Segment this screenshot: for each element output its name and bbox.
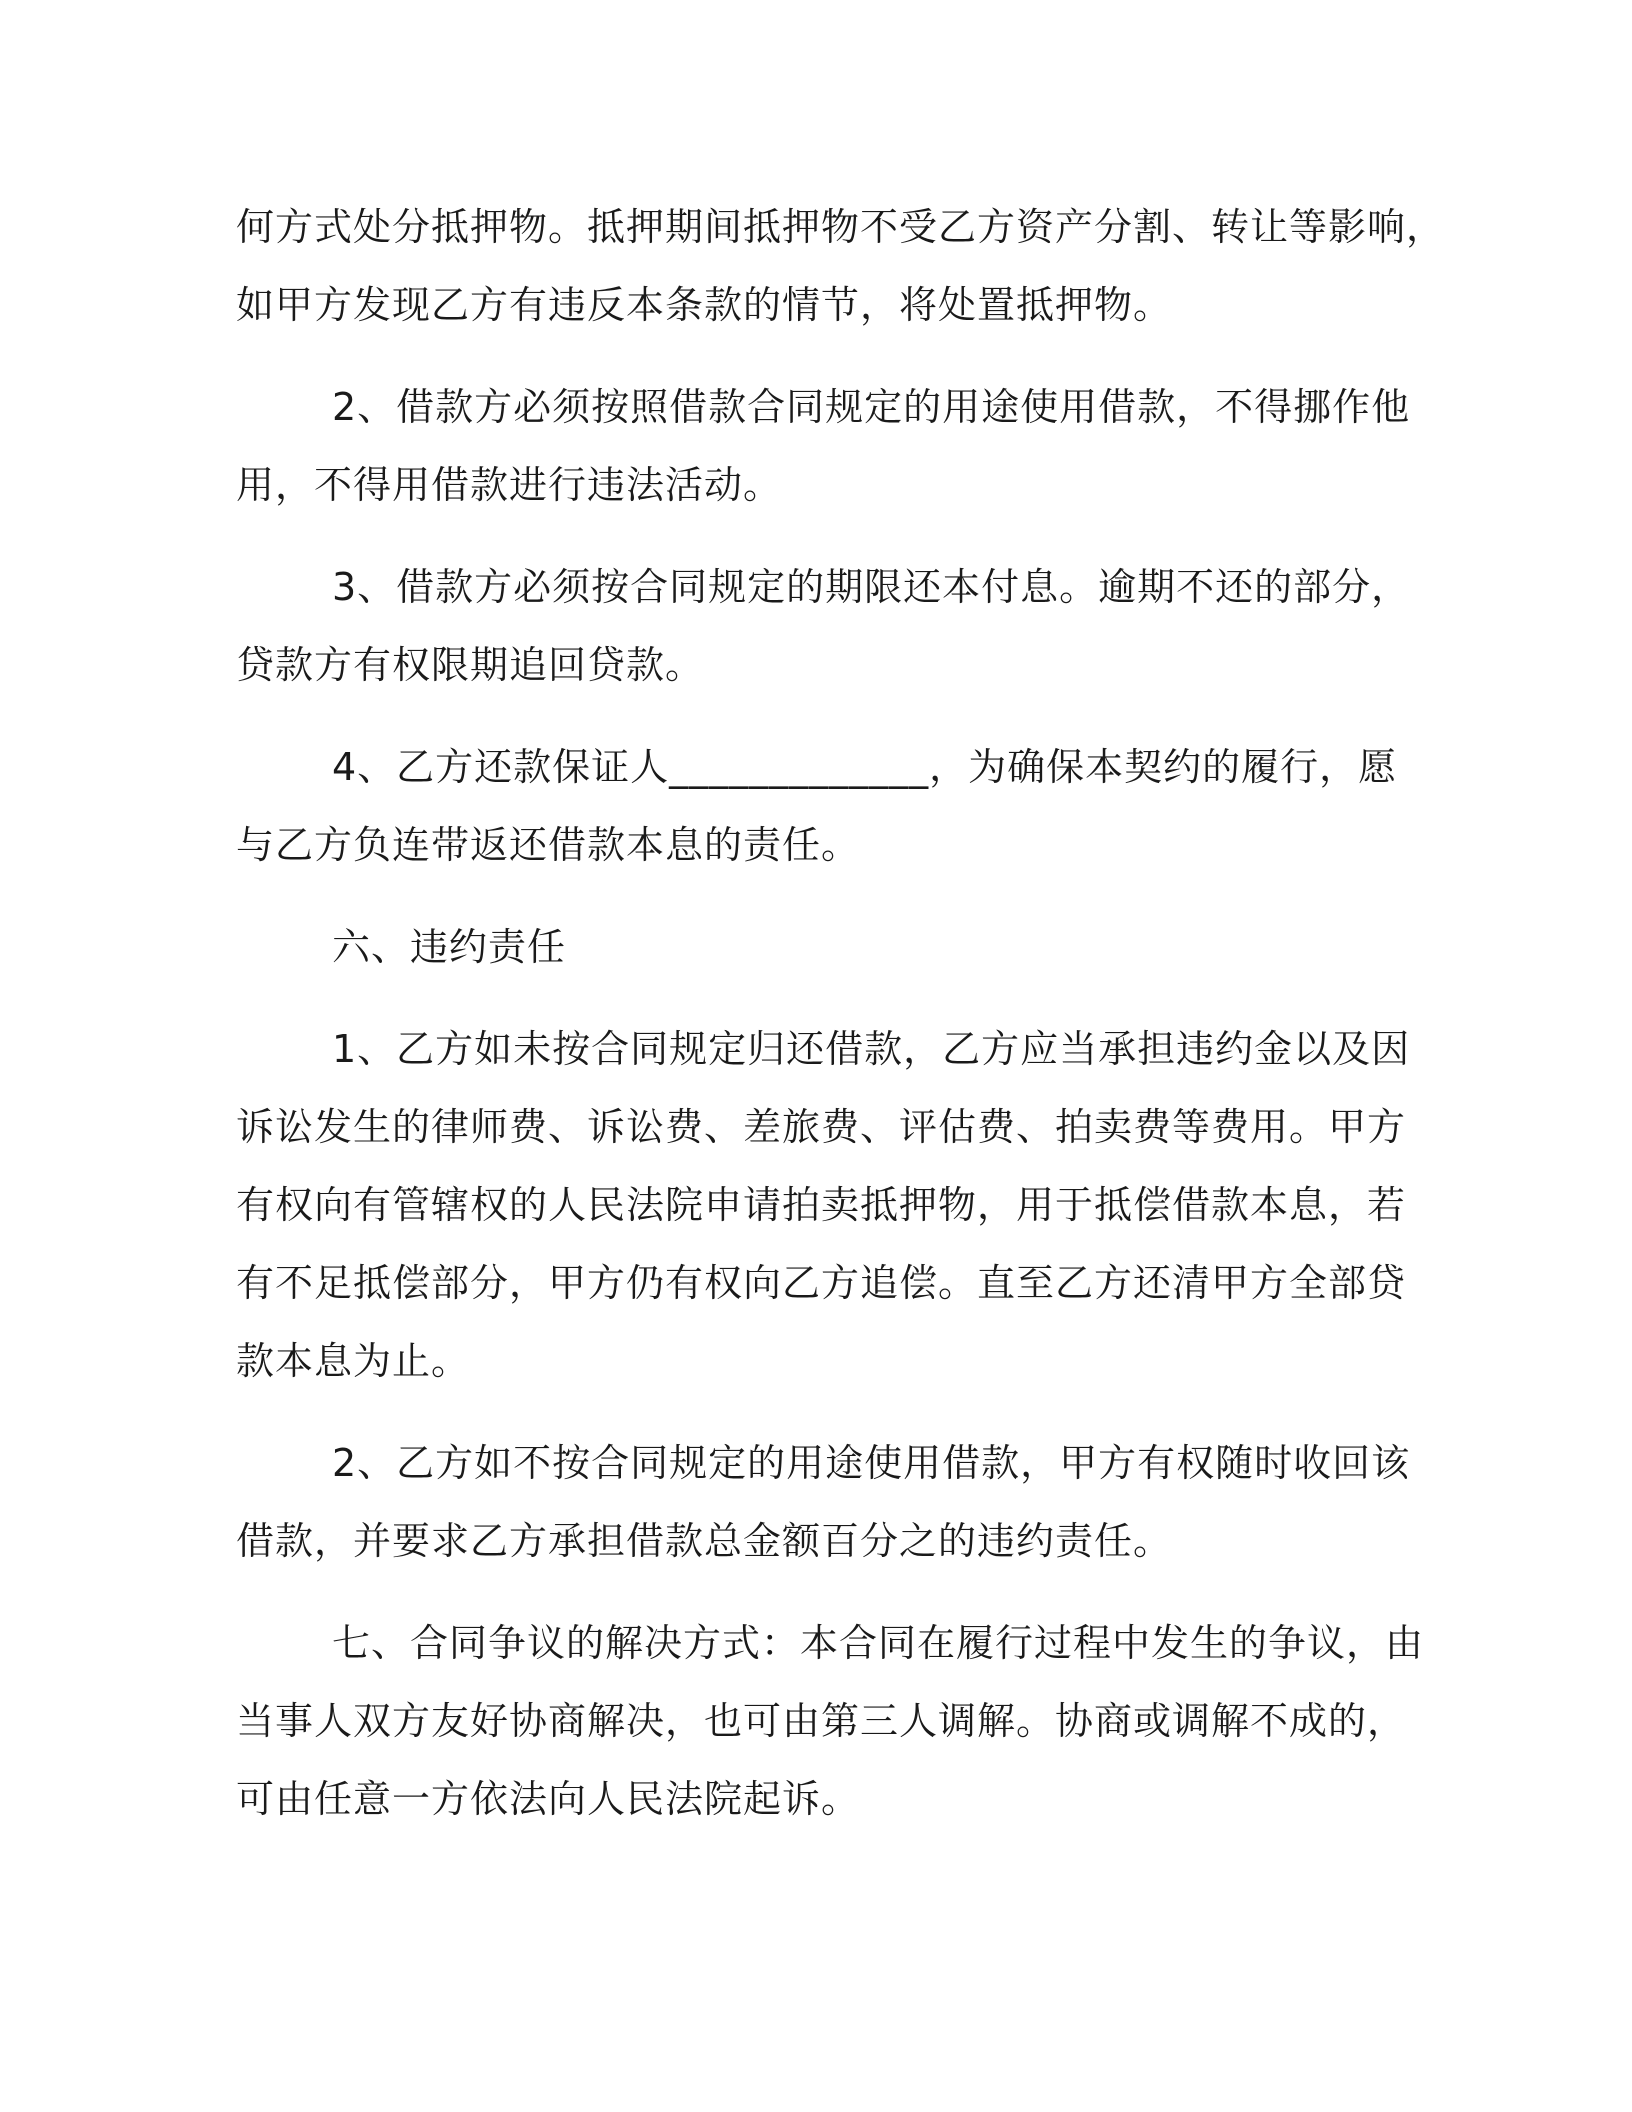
- section-heading-liability: [236, 908, 1396, 986]
- text-line: 3、借款方必须按合同规定的期限还本付息。逾期不还的部分，: [332, 565, 1411, 609]
- text-line: 诉讼发生的律师费、诉讼费、差旅费、评估费、拍卖费等费用。甲方: [236, 1105, 1407, 1149]
- clause-6-1: [236, 1010, 1411, 1400]
- text-line: 2、乙方如不按合同规定的用途使用借款，甲方有权随时收回该: [332, 1441, 1411, 1485]
- text-line: 贷款方有权限期追回贷款。: [236, 643, 705, 687]
- text-line: 何方式处分抵押物。抵押期间抵押物不受乙方资产分割、转让等影响，: [236, 205, 1446, 249]
- document-body: [236, 188, 1446, 1862]
- text-line: 1、乙方如未按合同规定归还借款，乙方应当承担违约金以及因: [332, 1027, 1411, 1071]
- text-line: 款本息为止。: [236, 1339, 471, 1383]
- text-line: 4、乙方还款保证人_____________，为确保本契约的履行，愿: [332, 745, 1398, 789]
- text-line: 与乙方负连带返还借款本息的责任。: [236, 823, 861, 867]
- section-title: 六、违约责任: [332, 925, 567, 969]
- text-line: 有不足抵偿部分，甲方仍有权向乙方追偿。直至乙方还清甲方全部贷: [236, 1261, 1407, 1305]
- paragraph-mortgage-disposal: [236, 188, 1446, 344]
- clause-5-4: [236, 728, 1396, 884]
- text-line: 2、借款方必须按照借款合同规定的用途使用借款，不得挪作他: [332, 385, 1411, 429]
- text-line: 如甲方发现乙方有违反本条款的情节，将处置抵押物。: [236, 283, 1173, 327]
- clause-5-3: [236, 548, 1411, 704]
- clause-7-dispute: [236, 1604, 1425, 1838]
- text-line: 有权向有管辖权的人民法院申请拍卖抵押物，用于抵偿借款本息，若: [236, 1183, 1407, 1227]
- text-line: 用，不得用借款进行违法活动。: [236, 463, 783, 507]
- text-line: 借款，并要求乙方承担借款总金额百分之的违约责任。: [236, 1519, 1173, 1563]
- clause-5-2: [236, 368, 1411, 524]
- clause-6-2: [236, 1424, 1411, 1580]
- text-line: 当事人双方友好协商解决，也可由第三人调解。协商或调解不成的，: [236, 1699, 1407, 1743]
- text-line: 七、合同争议的解决方式：本合同在履行过程中发生的争议，由: [332, 1621, 1425, 1665]
- text-line: 可由任意一方依法向人民法院起诉。: [236, 1777, 861, 1821]
